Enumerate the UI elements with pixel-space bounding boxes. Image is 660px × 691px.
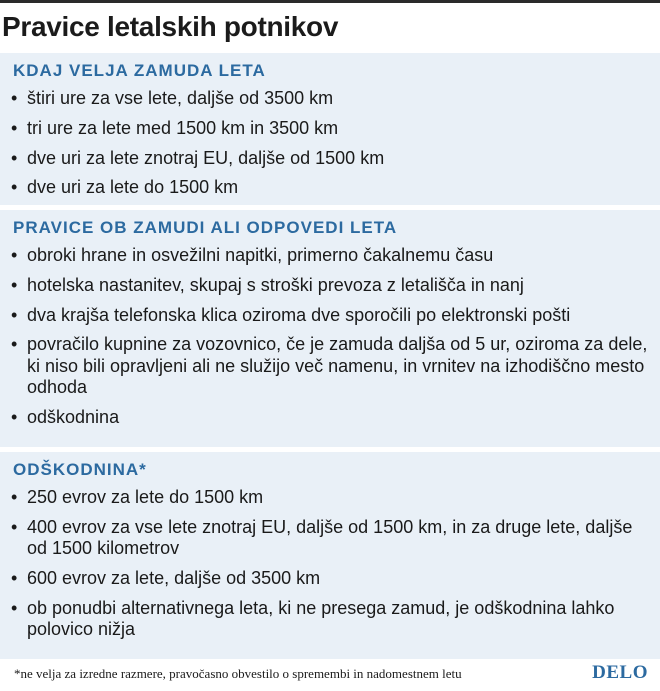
list-item: • odškodnina <box>0 407 660 429</box>
list-item: • dve uri za lete do 1500 km <box>0 177 660 199</box>
footnote: *ne velja za izredne razmere, pravočasno obvestilo o spremembi in nadomestnem letu <box>14 666 462 681</box>
list-item: • 600 evrov za lete, daljše od 3500 km <box>0 568 660 590</box>
list-item: • ob ponudbi alternativnega leta, ki ne presega zamud, je odškodnina lahko polovico nižja <box>0 598 660 641</box>
top-rule <box>0 0 660 3</box>
list-item: • dva krajša telefonska klica oziroma dve sporočili po elektronski pošti <box>0 305 660 327</box>
section-compensation <box>0 452 660 659</box>
section-heading: ODŠKODNINA* <box>13 460 147 479</box>
list-item: • tri ure za lete med 1500 km in 3500 km <box>0 118 660 140</box>
list-item: • hotelska nastanitev, skupaj s stroški prevoza z letališča in nanj <box>0 275 660 297</box>
section-passenger-rights <box>0 210 660 447</box>
list-item: • 400 evrov za vse lete znotraj EU, daljše od 1500 km, in za druge lete, daljše od 1500 kilometrov <box>0 517 660 560</box>
list-item: • dve uri za lete znotraj EU, daljše od 1500 km <box>0 148 660 170</box>
list-item: • štiri ure za vse lete, daljše od 3500 km <box>0 88 660 110</box>
list-item: • 250 evrov za lete do 1500 km <box>0 487 660 509</box>
page-title: Pravice letalskih potnikov <box>2 11 339 42</box>
section-heading: KDAJ VELJA ZAMUDA LETA <box>13 61 266 80</box>
bullet-list <box>0 245 660 437</box>
section-delay-definition <box>0 53 660 205</box>
list-item: • obroki hrane in osvežilni napitki, primerno čakalnemu času <box>0 245 660 267</box>
bullet-list <box>0 487 660 649</box>
section-heading: PRAVICE OB ZAMUDI ALI ODPOVEDI LETA <box>13 218 398 237</box>
delo-logo: DELO <box>592 662 648 683</box>
bullet-list <box>0 88 660 207</box>
list-item: • povračilo kupnine za vozovnico, če je zamuda daljša od 5 ur, oziroma za dele, ki niso bili opravljeni ali ne služijo več namenu, in vrnitev na izhodiščno mesto odhoda <box>0 334 660 399</box>
